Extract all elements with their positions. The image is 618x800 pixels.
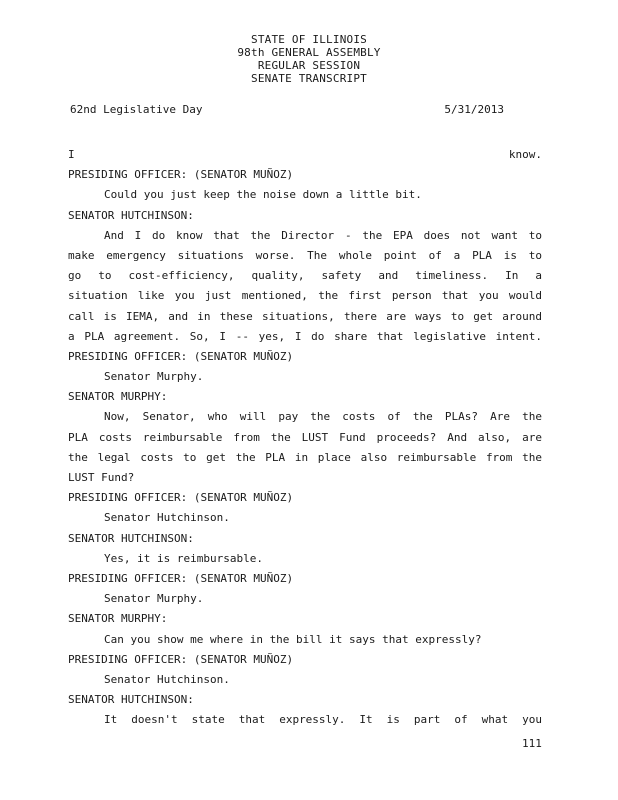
text-line: call is IEMA, and in these situations, there are ways to get around (68, 309, 542, 323)
speaker-label: PRESIDING OFFICER: (SENATOR MUÑOZ) (68, 349, 294, 363)
speaker-label: PRESIDING OFFICER: (SENATOR MUÑOZ) (68, 652, 294, 666)
transcript-body (68, 145, 542, 730)
text-line: It doesn't state that expressly. It is part of what you (104, 713, 542, 727)
header-session: REGULAR SESSION (257, 59, 361, 72)
legislative-day-line (70, 103, 504, 116)
legislative-day-label: 62nd Legislative Day (70, 103, 203, 116)
text-line: Senator Hutchinson. (104, 672, 230, 686)
session-date: 5/31/2013 (444, 103, 504, 116)
speaker-label: PRESIDING OFFICER: (SENATOR MUÑOZ) (68, 168, 294, 182)
text-line: Senator Hutchinson. (104, 511, 230, 525)
text-line: make emergency situations worse. The whole point of a PLA is to (68, 248, 542, 262)
text-line: Now, Senator, who will pay the costs of the PLAs? Are the (104, 410, 542, 424)
text-line: PLA costs reimbursable from the LUST Fund proceeds? And also, are (68, 430, 542, 444)
text-line: And I do know that the Director - the EPA does not want to (104, 228, 542, 242)
speaker-label: PRESIDING OFFICER: (SENATOR MUÑOZ) (68, 571, 294, 585)
text-line: Senator Murphy. (104, 370, 204, 384)
speaker-label: SENATOR MURPHY: (68, 390, 168, 404)
speaker-label: SENATOR MURPHY: (68, 612, 168, 626)
text-line: a PLA agreement. So, I -- yes, I do share that legislative intent. (68, 329, 542, 343)
text-line: I know. (68, 148, 542, 161)
page-number: 111 (522, 737, 542, 750)
text-line: Yes, it is reimbursable. (104, 551, 263, 565)
text-line: LUST Fund? (68, 471, 135, 484)
speaker-label: PRESIDING OFFICER: (SENATOR MUÑOZ) (68, 491, 294, 505)
text-line: Senator Murphy. (104, 592, 204, 606)
speaker-label: SENATOR HUTCHINSON: (68, 208, 194, 222)
header-state: STATE OF ILLINOIS (251, 33, 367, 46)
speaker-label: SENATOR HUTCHINSON: (68, 531, 194, 545)
text-line: go to cost-efficiency, quality, safety and timeliness. In a (68, 269, 542, 283)
text-line: Could you just keep the noise down a little bit. (104, 188, 422, 202)
speaker-label: SENATOR HUTCHINSON: (68, 693, 194, 707)
text-line: the legal costs to get the PLA in place also reimbursable from the (68, 450, 542, 464)
transcript-header (0, 33, 618, 85)
text-line: Can you show me where in the bill it says that expressly? (104, 632, 482, 646)
header-transcript: SENATE TRANSCRIPT (251, 72, 367, 85)
header-assembly: 98th GENERAL ASSEMBLY (237, 46, 381, 59)
text-line: situation like you just mentioned, the first person that you would (68, 289, 542, 303)
